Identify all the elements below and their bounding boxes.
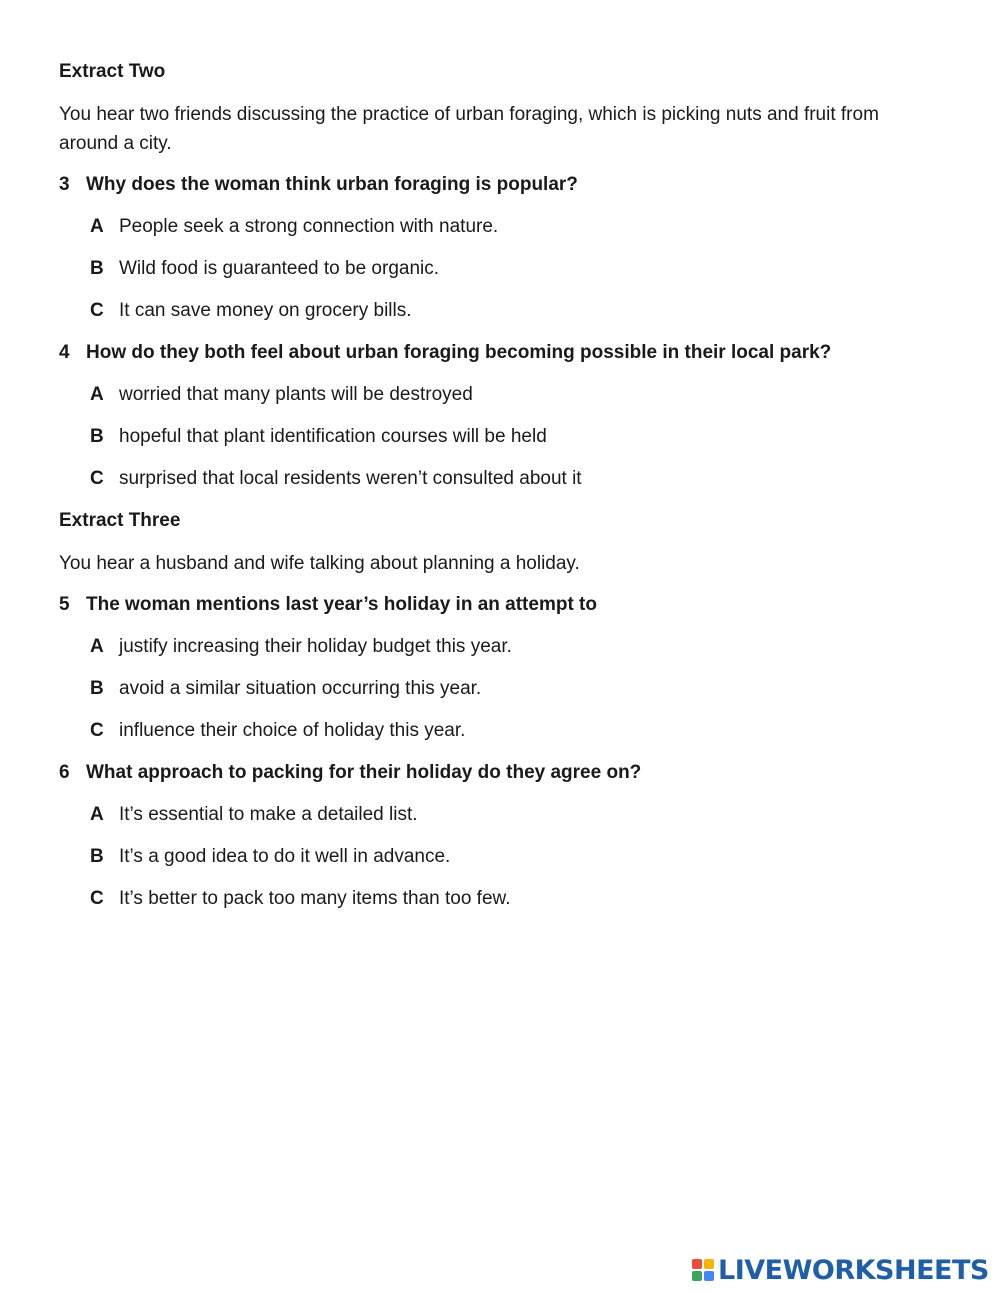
option-letter: C bbox=[90, 720, 104, 741]
worksheet-page bbox=[59, 58, 939, 927]
extract-three-intro: You hear a husband and wife talking about planning a holiday. bbox=[59, 553, 580, 574]
option-5c[interactable] bbox=[90, 717, 939, 745]
logo-tile bbox=[692, 1259, 702, 1269]
logo-tile bbox=[692, 1271, 702, 1281]
extract-three-title: Extract Three bbox=[59, 510, 181, 531]
option-text: Wild food is guaranteed to be organic. bbox=[119, 258, 440, 279]
option-text: It’s better to pack too many items than too few. bbox=[119, 888, 511, 909]
option-3c[interactable] bbox=[90, 297, 939, 325]
option-5b[interactable] bbox=[90, 675, 939, 703]
extract-two-intro: You hear two friends discussing the practice of urban foraging, which is picking nuts and fruit from around a city. bbox=[59, 104, 879, 154]
option-letter: C bbox=[90, 468, 104, 489]
question-text: What approach to packing for their holiday do they agree on? bbox=[86, 762, 642, 783]
option-6a[interactable] bbox=[90, 801, 939, 829]
option-text: It can save money on grocery bills. bbox=[119, 300, 412, 321]
question-number: 6 bbox=[59, 762, 70, 783]
question-number: 5 bbox=[59, 594, 70, 615]
option-letter: B bbox=[90, 258, 104, 279]
logo-tile bbox=[704, 1259, 714, 1269]
question-4 bbox=[59, 339, 939, 367]
option-3b[interactable] bbox=[90, 255, 939, 283]
question-number: 3 bbox=[59, 174, 70, 195]
question-5 bbox=[59, 591, 939, 619]
option-4a[interactable] bbox=[90, 381, 939, 409]
option-letter: B bbox=[90, 426, 104, 447]
logo-text: LIVEWORKSHEETS bbox=[718, 1254, 989, 1286]
question-text: Why does the woman think urban foraging is popular? bbox=[86, 174, 578, 195]
question-text: The woman mentions last year’s holiday in an attempt to bbox=[86, 594, 597, 615]
extract-two-title: Extract Two bbox=[59, 61, 166, 82]
option-text: avoid a similar situation occurring this year. bbox=[119, 678, 482, 699]
logo-tile bbox=[704, 1271, 714, 1281]
option-letter: B bbox=[90, 678, 104, 699]
liveworksheets-logo bbox=[692, 1254, 989, 1286]
option-text: hopeful that plant identification courses will be held bbox=[119, 426, 547, 447]
option-3a[interactable] bbox=[90, 213, 939, 241]
option-4c[interactable] bbox=[90, 465, 939, 493]
option-text: surprised that local residents weren’t consulted about it bbox=[119, 468, 582, 489]
option-letter: A bbox=[90, 636, 104, 657]
option-letter: A bbox=[90, 384, 104, 405]
option-5a[interactable] bbox=[90, 633, 939, 661]
option-text: justify increasing their holiday budget this year. bbox=[119, 636, 512, 657]
option-text: It’s a good idea to do it well in advance. bbox=[119, 846, 451, 867]
option-letter: A bbox=[90, 216, 104, 237]
option-6b[interactable] bbox=[90, 843, 939, 871]
question-text: How do they both feel about urban foraging becoming possible in their local park? bbox=[86, 342, 832, 363]
option-6c[interactable] bbox=[90, 885, 939, 913]
question-number: 4 bbox=[59, 342, 70, 363]
logo-mark-icon bbox=[692, 1259, 714, 1281]
option-letter: C bbox=[90, 300, 104, 321]
option-4b[interactable] bbox=[90, 423, 939, 451]
option-letter: C bbox=[90, 888, 104, 909]
option-letter: A bbox=[90, 804, 104, 825]
option-text: influence their choice of holiday this year. bbox=[119, 720, 466, 741]
option-text: People seek a strong connection with nature. bbox=[119, 216, 499, 237]
option-text: worried that many plants will be destroyed bbox=[119, 384, 473, 405]
option-text: It’s essential to make a detailed list. bbox=[119, 804, 418, 825]
question-6 bbox=[59, 759, 939, 787]
option-letter: B bbox=[90, 846, 104, 867]
question-3 bbox=[59, 171, 939, 199]
